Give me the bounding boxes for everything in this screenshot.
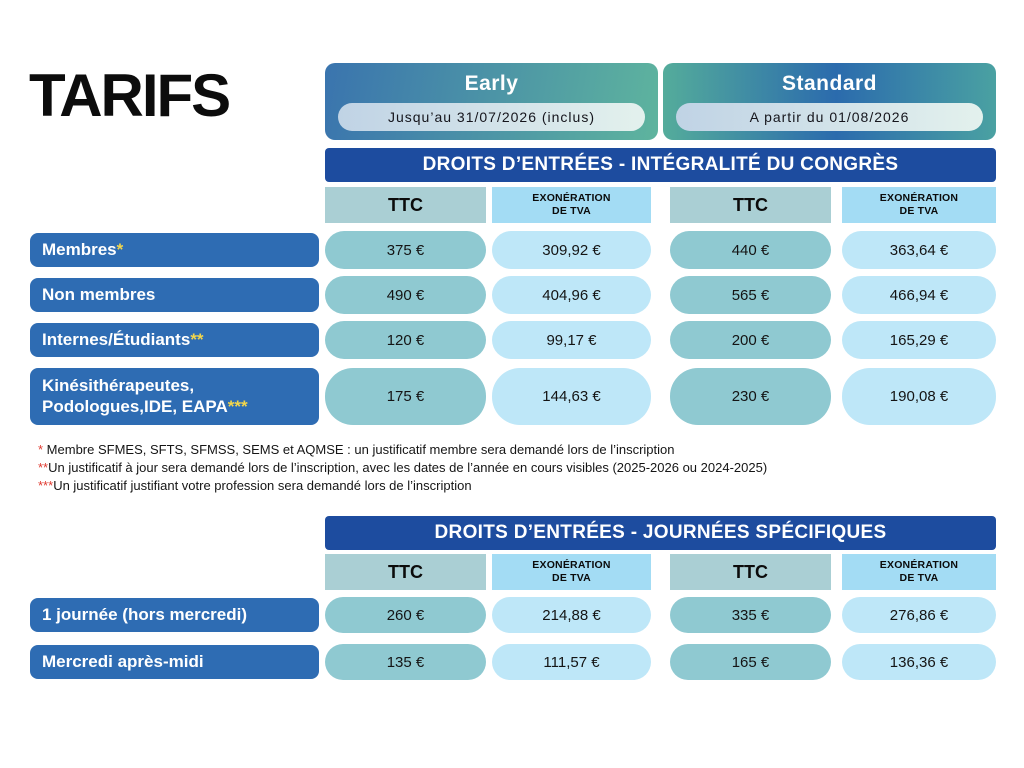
row-label-kines bbox=[30, 368, 319, 425]
footnote-text: Un justificatif à jour sera demandé lors de l’inscription, avec les dates de l’année en cours visibles (2025-2026 ou 2024-2025) bbox=[48, 460, 768, 475]
row-label-non-membres bbox=[30, 278, 319, 312]
row-label-internes bbox=[30, 323, 319, 357]
col-header-exoneration bbox=[842, 554, 996, 590]
row-label-text: Internes/Étudiants bbox=[42, 329, 191, 349]
row-label-membres bbox=[30, 233, 319, 267]
price-pill: 120 € bbox=[325, 321, 486, 359]
price-row bbox=[325, 321, 996, 359]
price-pill: 440 € bbox=[670, 231, 831, 269]
period-dates-early: Jusqu’au 31/07/2026 (inclus) bbox=[338, 103, 645, 131]
period-label-standard: Standard bbox=[781, 72, 877, 95]
section-banner-congres: DROITS D’ENTRÉES - INTÉGRALITÉ DU CONGRÈS bbox=[325, 148, 996, 182]
price-pill: 466,94 € bbox=[842, 276, 996, 314]
footnote bbox=[38, 460, 767, 475]
row-label-text: Kinésithérapeutes, Podologues,IDE, EAPA bbox=[42, 375, 228, 416]
price-pill: 144,63 € bbox=[492, 368, 651, 425]
period-label-early: Early bbox=[464, 72, 519, 95]
footnote bbox=[38, 478, 767, 493]
exo-line2: DE TVA bbox=[552, 572, 591, 584]
footnote-text: Membre SFMES, SFTS, SFMSS, SEMS et AQMSE : un justificatif membre sera demandé lors de l’inscription bbox=[43, 442, 675, 457]
col-header-ttc: TTC bbox=[325, 554, 486, 590]
footnote-asterisk: *** bbox=[38, 478, 54, 493]
col-header-ttc: TTC bbox=[670, 554, 831, 590]
price-pill: 309,92 € bbox=[492, 231, 651, 269]
footnote-asterisk: * bbox=[38, 442, 44, 457]
col-header-exoneration bbox=[842, 187, 996, 223]
row-asterisk: *** bbox=[227, 396, 248, 416]
price-row bbox=[325, 276, 996, 314]
exo-line1: EXONÉRATION bbox=[532, 191, 611, 204]
period-header-early bbox=[325, 63, 658, 140]
price-pill: 335 € bbox=[670, 597, 831, 633]
price-pill: 276,86 € bbox=[842, 597, 996, 633]
price-pill: 404,96 € bbox=[492, 276, 651, 314]
price-pill: 165 € bbox=[670, 644, 831, 680]
col-header-ttc: TTC bbox=[670, 187, 831, 223]
row-asterisk: ** bbox=[190, 329, 204, 349]
price-row bbox=[325, 231, 996, 269]
price-row bbox=[325, 644, 996, 680]
row-label-text: Non membres bbox=[42, 284, 156, 304]
row-label-text: Membres bbox=[42, 239, 117, 259]
price-pill: 490 € bbox=[325, 276, 486, 314]
price-pill: 190,08 € bbox=[842, 368, 996, 425]
price-pill: 111,57 € bbox=[492, 644, 651, 680]
price-row bbox=[325, 597, 996, 633]
period-dates-standard: A partir du 01/08/2026 bbox=[676, 103, 983, 131]
row-label-1-journee bbox=[30, 598, 319, 632]
exo-line1: EXONÉRATION bbox=[879, 191, 959, 204]
row-label-mercredi bbox=[30, 645, 319, 679]
price-row bbox=[325, 368, 996, 425]
row-label-text: 1 journée (hors mercredi) bbox=[42, 604, 248, 624]
footnote bbox=[38, 442, 767, 457]
exo-line2: DE TVA bbox=[552, 205, 591, 217]
price-pill: 175 € bbox=[325, 368, 486, 425]
price-pill: 136,36 € bbox=[842, 644, 996, 680]
price-pill: 214,88 € bbox=[492, 597, 651, 633]
price-pill: 260 € bbox=[325, 597, 486, 633]
price-pill: 565 € bbox=[670, 276, 831, 314]
row-label-text: Mercredi après-midi bbox=[42, 651, 204, 671]
row-asterisk: * bbox=[116, 239, 124, 259]
col-header-exoneration bbox=[492, 554, 651, 590]
footnote-asterisk: ** bbox=[38, 460, 49, 475]
exo-line1: EXONÉRATION bbox=[879, 558, 959, 571]
price-pill: 135 € bbox=[325, 644, 486, 680]
price-pill: 200 € bbox=[670, 321, 831, 359]
exo-line1: EXONÉRATION bbox=[532, 558, 611, 571]
col-header-ttc: TTC bbox=[325, 187, 486, 223]
price-pill: 99,17 € bbox=[492, 321, 651, 359]
price-pill: 230 € bbox=[670, 368, 831, 425]
price-pill: 375 € bbox=[325, 231, 486, 269]
period-header-standard bbox=[663, 63, 996, 140]
footnotes bbox=[38, 442, 767, 496]
footnote-text: Un justificatif justifiant votre profession sera demandé lors de l’inscription bbox=[53, 478, 472, 493]
section-banner-journees: DROITS D’ENTRÉES - JOURNÉES SPÉCIFIQUES bbox=[325, 516, 996, 550]
price-pill: 165,29 € bbox=[842, 321, 996, 359]
page-title: TARIFS bbox=[29, 62, 230, 129]
column-headers-row bbox=[325, 554, 996, 590]
exo-line2: DE TVA bbox=[899, 205, 939, 217]
exo-line2: DE TVA bbox=[899, 572, 939, 584]
price-pill: 363,64 € bbox=[842, 231, 996, 269]
col-header-exoneration bbox=[492, 187, 651, 223]
column-headers-row bbox=[325, 187, 996, 223]
